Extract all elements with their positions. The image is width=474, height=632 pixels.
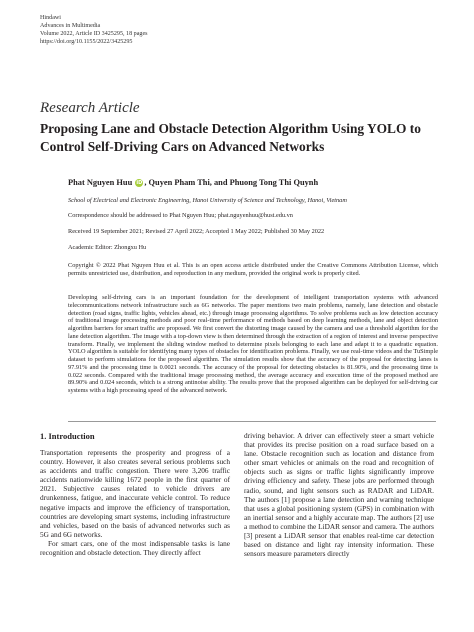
journal-name: Advances in Multimedia [40,23,101,30]
academic-editor: Academic Editor: Zhongxu Hu [68,244,147,251]
copyright-notice: Copyright © 2022 Phat Nguyen Huu et al. This is an open access article distributed under the Creative Commons Attribution License, which permits unrestricted use, distribution, and reproduction in any medium, provided the original work is properly cited. [68,262,438,278]
abstract: Developing self-driving cars is an important foundation for the development of intelligent transportation systems with advanced telecommunications network infrastructure such as 6G networks. The paper mentions two main problems, namely, lane detection and obstacle detection (road signs, traffic lights, vehicles ahead, etc.) through image processing algorithms. To solve problems such as low detection accuracy of traditional image processing methods and poor real-time performance of methods based on deep learning methods, lane and object detection algorithm barriers for smart traffic are proposed. We first convert the distorting image caused by the camera and use a threshold algorithm for the lane detection algorithm. The image with a top-down view is then determined through the extraction of a region of interest and inverse perspective transform. Finally, we implement the sliding window method to determine pixels belonging to each lane and adapt it to a quadratic equation. YOLO algorithm is suitable for identifying many types of obstacles for identification problems. Finally, we use real-time videos and the TuSimple dataset to perform simulations for the proposed algorithm. The simulation results show that the accuracy of the proposal for detecting lanes is 97.91% and the processing time is 0.0021 seconds. The accuracy of the proposal for detecting obstacles is 81.90%, and the processing time is 0.022 seconds. Compared with the traditional image processing method, the average accuracy and execution time of the proposed method are 89.90% and 0.024 seconds, which is a strong antinoise ability. The results prove that the proposed algorithm can be deployed for self-driving car systems with a high processing speed of the advanced network. [68,294,438,394]
paragraph: driving behavior. A driver can effectively steer a smart vehicle that provides its precise position on a road surface based on a lane. Obstacle recognition such as location and distance from other smart vehicles or animals on the road and recognition of objects such as signs or traffic lights significantly improve driving efficiency and safety. These jobs are performed through radio, sound, and light sensors such as RADAR and LiDAR. The authors [1] propose a lane detection and warning technique that uses a global positioning system (GPS) in combination with an inertial sensor and a highly accurate map. The authors [2] use a method to combine the LiDAR sensor and camera. The authors [3] present a LiDAR sensor that enables real-time car detection based on distance and light ray intensity information. These sensors measure parameters directly [244,431,434,559]
section-divider [68,421,436,422]
paragraph: For smart cars, one of the most indispensable tasks is lane recognition and obstacle detection. They directly affect [40,538,230,558]
right-column [244,431,434,558]
doi-link[interactable]: https://doi.org/10.1155/2022/3425295 [40,39,133,46]
paper-title: Proposing Lane and Obstacle Detection Algorithm Using YOLO to Control Self-Driving Cars on Advanced Networks [40,121,421,154]
left-column [40,448,230,557]
author-first: Phat Nguyen Huu [68,178,133,187]
correspondence: Correspondence should be addressed to Phat Nguyen Huu; phat.nguyenhuu@hust.edu.vn [68,212,293,219]
paragraph: Transportation represents the prosperity and progress of a country. However, it also creates several serious problems such as accidents and traffic congestion. There were 3,206 traffic accidents nationwide killing 1672 people in the first quarter of 2021. Subjective causes related to vehicle drivers are drunkenness, fatigue, and inaccurate vehicle control. To reduce negative impacts and improve the efficiency of transportation, countries are developing smart systems, including infrastructure and vehicles, based on the basis of advanced networks such as 5G and 6G networks. [40,448,230,539]
orcid-icon[interactable]: iD [136,180,143,186]
journal-meta [40,14,148,46]
publication-dates: Received 19 September 2021; Revised 27 April 2022; Accepted 1 May 2022; Published 30 May 2022 [68,228,325,235]
affiliation: School of Electrical and Electronic Engineering, Hanoi University of Science and Technology, Hanoi, Vietnam [68,197,347,204]
publisher-name: Hindawi [40,15,61,21]
author-list [68,178,318,187]
volume-line: Volume 2022, Article ID 3425295, 18 pages [40,31,148,38]
article-type: Research Article [40,100,140,116]
section-heading: 1. Introduction [40,431,95,441]
author-rest: , Quyen Pham Thi, and Phuong Tong Thi Quynh [144,178,319,187]
